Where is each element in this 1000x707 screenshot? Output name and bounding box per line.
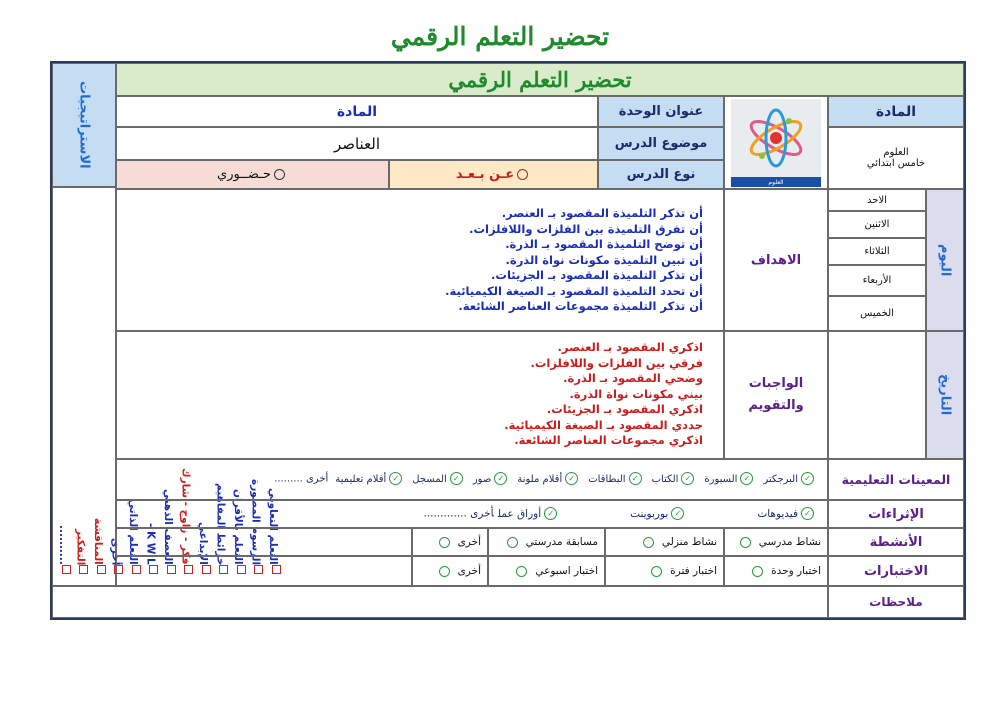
inperson-option[interactable]: حـضــوري [116, 160, 389, 189]
activity-option[interactable]: مسابقة مدرستي [488, 528, 605, 556]
strategies-header [52, 63, 116, 187]
strategies-title: الاستراتيجيات [76, 81, 92, 169]
strategy-checkbox[interactable] [62, 565, 71, 574]
homework-line: فرقي بين الفلزات واللافلزات. [530, 355, 703, 370]
aid-option[interactable]: ✓البرجكتر [763, 474, 817, 485]
lesson-topic-value: العناصر [116, 127, 598, 160]
strategy-checkbox[interactable] [97, 565, 106, 574]
activity-option[interactable]: نشاط مدرسي [724, 528, 828, 556]
strategy-item[interactable]: .......... [55, 194, 73, 574]
radio-circle[interactable] [507, 537, 518, 548]
aids-other: أخرى ......... [274, 473, 329, 485]
homework-content [116, 331, 724, 459]
strategy-item[interactable]: K W L - [143, 194, 161, 574]
check-icon[interactable]: ✓ [629, 472, 642, 485]
banner-title: تحضير التعلم الرقمي [448, 67, 632, 92]
check-icon[interactable]: ✓ [801, 507, 814, 520]
day-cell[interactable]: الخميس [828, 296, 926, 331]
enrichment-option[interactable]: ✓بوربوينت [630, 508, 687, 520]
radio-circle[interactable] [651, 566, 662, 577]
strategy-item[interactable]: أخرى [108, 194, 126, 574]
strategy-checkbox[interactable] [79, 565, 88, 574]
homework-line: بيني مكونات نواة الذرة. [569, 386, 703, 401]
aids-options [116, 459, 828, 500]
notes-field[interactable] [52, 586, 828, 618]
homework-line: اذكري مجموعات العناصر الشائعة. [514, 433, 703, 447]
check-icon[interactable]: ✓ [671, 507, 684, 520]
objective-line: أن تفرق التلميذة بين الفلزات واللافلزات. [469, 221, 703, 236]
remote-option[interactable]: عـن بـعـد [389, 160, 598, 189]
radio-circle[interactable] [752, 566, 763, 577]
test-option[interactable]: أخرى [412, 556, 488, 586]
aids-label: المعينات التعليمية [828, 459, 964, 500]
inperson-radio[interactable] [274, 169, 285, 180]
strategy-item[interactable]: التفكير [73, 194, 91, 574]
activity-option[interactable]: أخرى [412, 528, 488, 556]
homework-line: اذكري المقصود بـ العنصر. [557, 340, 703, 354]
unit-title-label: عنوان الوحدة [598, 96, 724, 127]
aid-option[interactable]: ✓المسجل [412, 474, 466, 485]
lesson-type-label: نوع الدرس [598, 160, 724, 189]
objective-line: أن توضح التلميذة المقصود بـ الذرة. [505, 237, 703, 251]
homework-line: وضحي المقصود بـ الذرة. [563, 371, 703, 385]
lesson-topic-label: موضوع الدرس [598, 127, 724, 160]
strategy-item[interactable]: الرسوم المصورة [248, 194, 266, 574]
date-header: التاريخ [926, 331, 964, 459]
check-icon[interactable]: ✓ [389, 472, 402, 485]
strategy-item[interactable]: التعلم التعاوني [265, 194, 283, 574]
enrichment-other: أخرى ............. [423, 507, 494, 520]
activity-option[interactable]: نشاط منزلي [605, 528, 724, 556]
aid-option[interactable]: ✓البطاقات [588, 474, 644, 485]
enrichments-label: الإثراءات [828, 500, 964, 528]
date-cell[interactable] [828, 331, 926, 459]
homework-label: الواجبات والتقويم [724, 331, 828, 459]
banner [116, 63, 964, 96]
day-cell[interactable]: الثلاثاء [828, 238, 926, 265]
radio-circle[interactable] [516, 566, 527, 577]
aid-option[interactable]: ✓أفلام تعليمية [335, 474, 405, 485]
test-option[interactable]: اختبار اسبوعي [488, 556, 605, 586]
page-title: تحضير التعلم الرقمي [390, 22, 610, 51]
strategy-item[interactable]: العصف الذهني [160, 194, 178, 574]
homework-line: اذكري المقصود بـ الجزيئات. [546, 402, 703, 416]
strategy-item[interactable]: خرائط المفاهيم [213, 194, 231, 574]
objective-line: أن تحدد التلميذة المقصود بـ الصيغة الكيميائية. [445, 283, 703, 298]
subject-value: العلوم خامس ابتدائي [828, 127, 964, 189]
notes-label: ملاحظات [828, 586, 964, 618]
check-icon[interactable]: ✓ [544, 507, 557, 520]
strategy-item[interactable]: التعلم بالأقران [230, 194, 248, 574]
subject-label: المادة [828, 96, 964, 127]
day-cell[interactable]: الاحد [828, 189, 926, 211]
check-icon[interactable]: ✓ [740, 472, 753, 485]
strategy-item[interactable]: الإبداعي [195, 194, 213, 574]
aid-option[interactable]: ✓السبورة [704, 474, 756, 485]
check-icon[interactable]: ✓ [801, 472, 814, 485]
radio-circle[interactable] [439, 566, 450, 577]
strategy-item[interactable]: المناقشة [90, 194, 108, 574]
strategy-item[interactable]: التعلم الذاتي [125, 194, 143, 574]
empty-cell [116, 556, 412, 586]
radio-circle[interactable] [643, 537, 654, 548]
subject-logo-cell [724, 96, 828, 189]
test-option[interactable]: اختبار وحدة [724, 556, 828, 586]
strategies-list [52, 187, 279, 586]
objectives-content [116, 189, 724, 331]
enrichment-option[interactable]: ✓فيديوهات [757, 508, 817, 520]
remote-radio[interactable] [517, 169, 528, 180]
logo-caption: العلوم [731, 177, 821, 187]
enrichment-options [116, 500, 828, 528]
aid-option[interactable]: ✓صور [473, 474, 511, 485]
objective-line: أن تبين التلميذة مكونات نواة الذرة. [505, 252, 703, 267]
empty-cell [116, 528, 412, 556]
check-icon[interactable]: ✓ [494, 472, 507, 485]
strategy-item[interactable]: فكر - زاوج - شارك [178, 194, 196, 574]
test-option[interactable]: اختبار فترة [605, 556, 724, 586]
day-cell[interactable]: الأربعاء [828, 265, 926, 296]
enrichment-option[interactable]: ✓أوراق عمل [498, 508, 560, 520]
day-cell[interactable]: الاثنين [828, 211, 926, 238]
check-icon[interactable]: ✓ [681, 472, 694, 485]
homework-line: حددي المقصود بـ الصيغة الكيميائية. [504, 417, 703, 432]
aid-option[interactable]: ✓أقلام ملونة [517, 474, 581, 485]
unit-title-value: المادة [116, 96, 598, 127]
tests-label: الاختبارات [828, 556, 964, 586]
radio-circle[interactable] [740, 537, 751, 548]
atom-logo [731, 99, 821, 177]
aid-option[interactable]: ✓الكتاب [652, 474, 698, 485]
day-header: اليوم [926, 189, 964, 331]
check-icon[interactable]: ✓ [565, 472, 578, 485]
objective-line: أن تذكر التلميذة المقصود بـ الجزيئات. [491, 268, 703, 282]
objectives-label: الاهداف [724, 189, 828, 331]
objective-line: أن تذكر التلميذة المقصود بـ العنصر. [501, 206, 703, 220]
objective-line: أن تذكر التلميذة مجموعات العناصر الشائعة. [458, 299, 703, 313]
check-icon[interactable]: ✓ [450, 472, 463, 485]
activities-label: الأنشطة [828, 528, 964, 556]
radio-circle[interactable] [439, 537, 450, 548]
